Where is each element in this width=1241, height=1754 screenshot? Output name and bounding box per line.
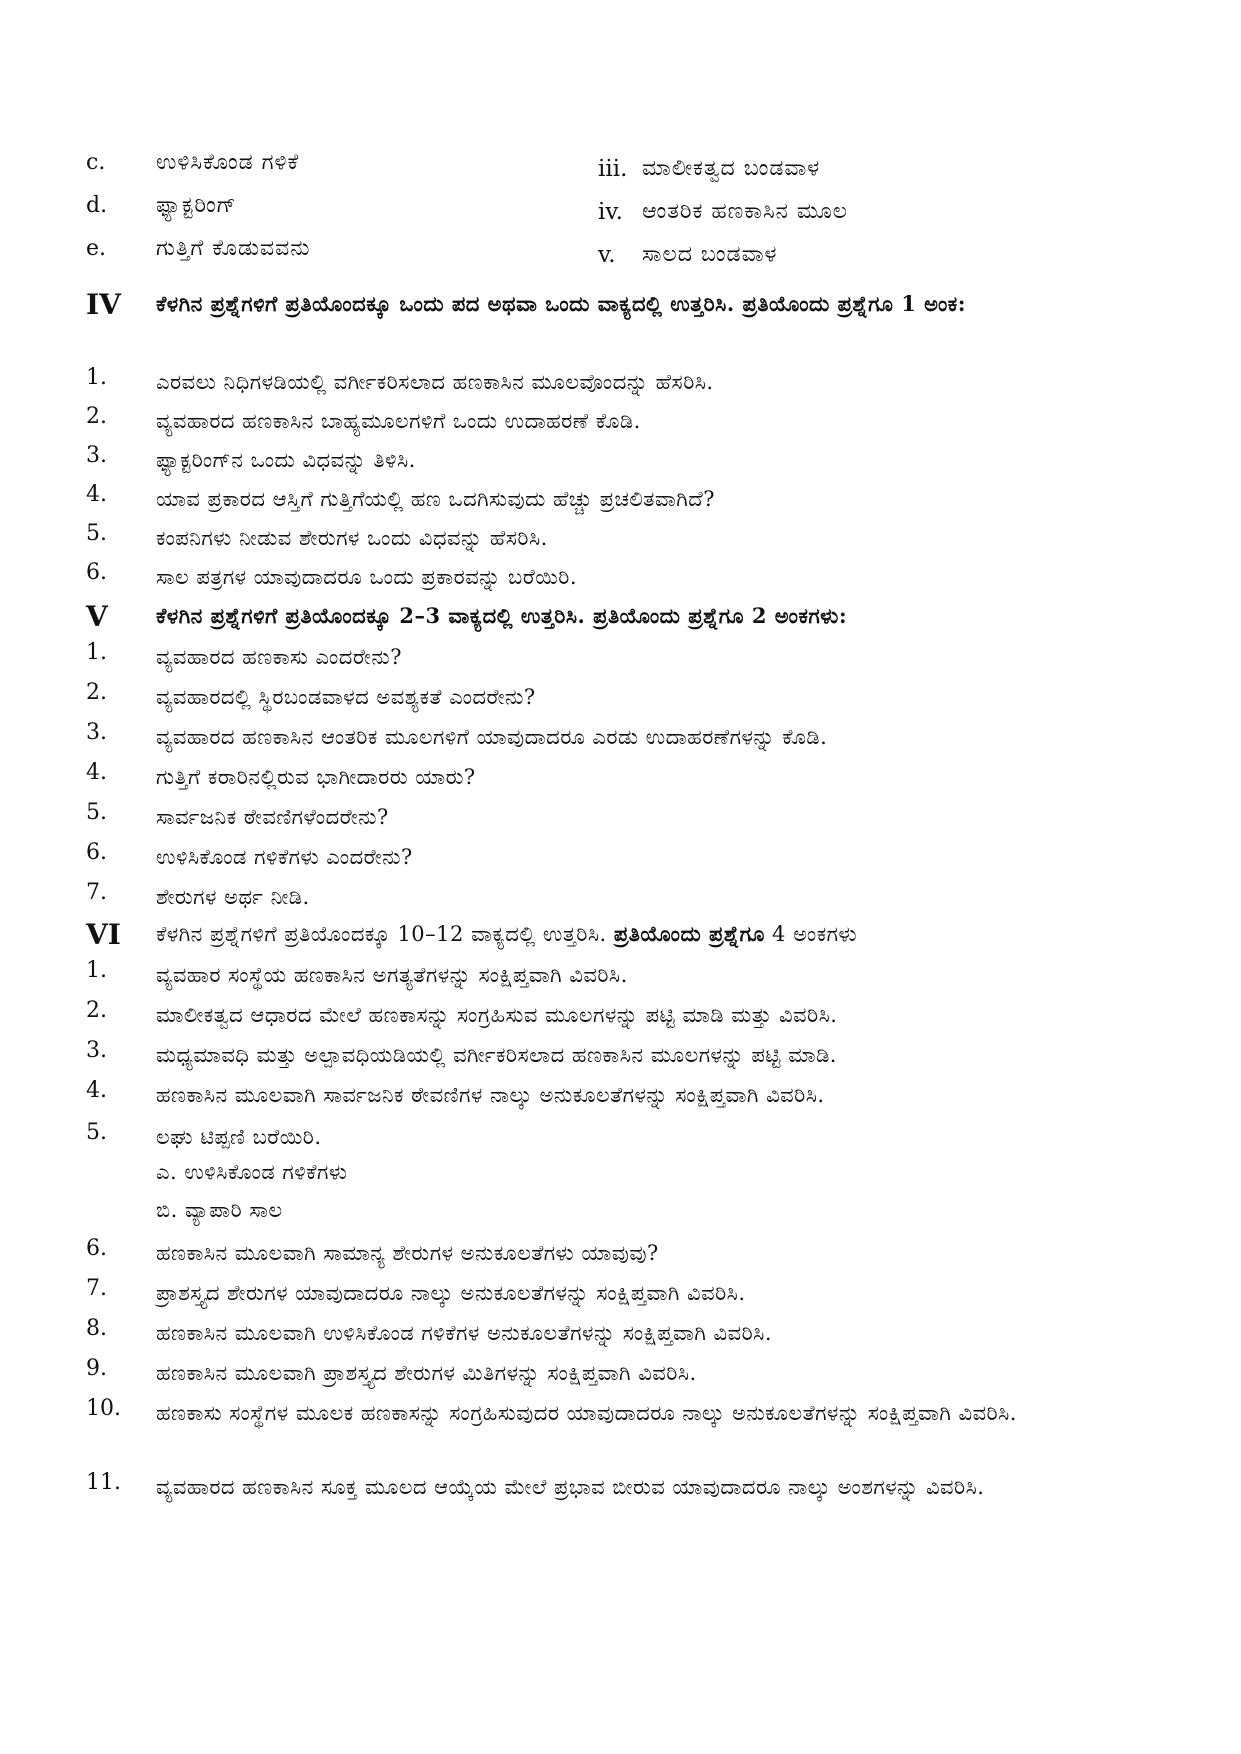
match-left-label: c. bbox=[86, 150, 106, 175]
section-roman-numeral: VI bbox=[86, 918, 121, 951]
question-text: ಹಣಕಾಸಿನ ಮೂಲವಾಗಿ ಸಾಮಾನ್ಯ ಶೇರುಗಳ ಅನುಕೂಲತೆಗಳು ಯಾವುವು? bbox=[156, 1241, 659, 1265]
match-row bbox=[86, 193, 1146, 235]
section-instruction-part: ಕೆಳಗಿನ ಪ್ರಶ್ನೆಗಳಿಗೆ ಪ್ರತಿಯೊಂದಕ್ಕೂ 10–12 ವಾಕ್ಯದಲ್ಲಿ ಉತ್ತರಿಸಿ. bbox=[156, 922, 607, 946]
question-number: 5. bbox=[86, 1120, 107, 1145]
question-text: ವ್ಯವಹಾರದಲ್ಲಿ ಸ್ಥಿರಬಂಡವಾಳದ ಅವಶ್ಯಕತೆ ಎಂದರೇನು? bbox=[156, 685, 536, 709]
section-instruction-bold-part: ಪ್ರತಿಯೊಂದು ಪ್ರಶ್ನೆಗೂ bbox=[613, 921, 765, 946]
match-row bbox=[86, 236, 1146, 278]
question-number: 9. bbox=[86, 1356, 107, 1381]
match-left-label: e. bbox=[86, 236, 107, 261]
short-note-sub-item: ಬಿ. ವ್ಯಾಪಾರಿ ಸಾಲ bbox=[156, 1198, 283, 1222]
question-number: 6. bbox=[86, 840, 107, 865]
question-number: 3. bbox=[86, 720, 107, 745]
question-number: 5. bbox=[86, 800, 107, 825]
question-number: 4. bbox=[86, 1078, 107, 1103]
question-number: 11. bbox=[86, 1470, 121, 1495]
question-number: 6. bbox=[86, 560, 107, 585]
question-text: ಹಣಕಾಸು ಸಂಸ್ಥೆಗಳ ಮೂಲಕ ಹಣಕಾಸನ್ನು ಸಂಗ್ರಹಿಸುವುದರ ಯಾವುದಾದರೂ ನಾಲ್ಕು ಅನುಕೂಲತೆಗಳನ್ನು ಸಂಕ್ಷಿಪ್ತವಾಗಿ ವಿವರಿಸಿ. bbox=[156, 1401, 1017, 1425]
question-number: 4. bbox=[86, 482, 107, 507]
question-text: ವ್ಯವಹಾರದ ಹಣಕಾಸಿನ ಆಂತರಿಕ ಮೂಲಗಳಿಗೆ ಯಾವುದಾದರೂ ಎರಡು ಉದಾಹರಣೆಗಳನ್ನು ಕೊಡಿ. bbox=[156, 725, 828, 749]
match-left-text: ಗುತ್ತಿಗೆ ಕೊಡುವವನು bbox=[156, 236, 311, 261]
question-text: ಫ್ಯಾಕ್ಟರಿಂಗ್‌ನ ಒಂದು ವಿಧವನ್ನು ತಿಳಿಸಿ. bbox=[156, 448, 416, 472]
match-left-label: d. bbox=[86, 193, 108, 218]
section-roman-numeral: IV bbox=[86, 288, 121, 321]
question-text: ಸಾರ್ವಜನಿಕ ಠೇವಣಿಗಳೆಂದರೇನು? bbox=[156, 805, 389, 829]
question-text: ವ್ಯವಹಾರದ ಹಣಕಾಸು ಎಂದರೇನು? bbox=[156, 645, 402, 669]
match-left-text: ಉಳಿಸಿಕೊಂಡ ಗಳಿಕೆ bbox=[156, 150, 300, 175]
short-note-sub-item: ಎ. ಉಳಿಸಿಕೊಂಡ ಗಳಿಕೆಗಳು bbox=[156, 1160, 348, 1184]
section-instruction: ಕೆಳಗಿನ ಪ್ರಶ್ನೆಗಳಿಗೆ ಪ್ರತಿಯೊಂದಕ್ಕೂ 2–3 ವಾಕ್ಯದಲ್ಲಿ ಉತ್ತರಿಸಿ. ಪ್ರತಿಯೊಂದು ಪ್ರಶ್ನೆಗೂ 2 ಅಂಕಗಳು: bbox=[156, 603, 848, 628]
match-right-label: iv. bbox=[598, 199, 623, 225]
question-text: ಹಣಕಾಸಿನ ಮೂಲವಾಗಿ ಸಾರ್ವಜನಿಕ ಠೇವಣಿಗಳ ನಾಲ್ಕು ಅನುಕೂಲತೆಗಳನ್ನು ಸಂಕ್ಷಿಪ್ತವಾಗಿ ವಿವರಿಸಿ. bbox=[156, 1083, 825, 1107]
question-number: 8. bbox=[86, 1316, 107, 1341]
question-number: 3. bbox=[86, 443, 107, 468]
match-right-text: ಸಾಲದ ಬಂಡವಾಳ bbox=[642, 242, 778, 267]
question-number: 7. bbox=[86, 880, 107, 905]
question-text: ಎರವಲು ನಿಧಿಗಳಡಿಯಲ್ಲಿ ವರ್ಗೀಕರಿಸಲಾದ ಹಣಕಾಸಿನ ಮೂಲವೊಂದನ್ನು ಹೆಸರಿಸಿ. bbox=[156, 370, 714, 394]
question-text: ಗುತ್ತಿಗೆ ಕರಾರಿನಲ್ಲಿರುವ ಭಾಗೀದಾರರು ಯಾರು? bbox=[156, 765, 476, 789]
section-instruction-marks: 4 ಅಂಕಗಳು bbox=[772, 922, 858, 946]
match-right-label: iii. bbox=[598, 156, 628, 182]
question-text: ಹಣಕಾಸಿನ ಮೂಲವಾಗಿ ಪ್ರಾಶಸ್ತ್ಯದ ಶೇರುಗಳ ಮಿತಿಗಳನ್ನು ಸಂಕ್ಷಿಪ್ತವಾಗಿ ವಿವರಿಸಿ. bbox=[156, 1361, 697, 1385]
question-text: ಪ್ರಾಶಸ್ತ್ಯದ ಶೇರುಗಳ ಯಾವುದಾದರೂ ನಾಲ್ಕು ಅನುಕೂಲತೆಗಳನ್ನು ಸಂಕ್ಷಿಪ್ತವಾಗಿ ವಿವರಿಸಿ. bbox=[156, 1281, 746, 1305]
question-text: ಮಾಲೀಕತ್ವದ ಆಧಾರದ ಮೇಲೆ ಹಣಕಾಸನ್ನು ಸಂಗ್ರಹಿಸುವ ಮೂಲಗಳನ್ನು ಪಟ್ಟಿ ಮಾಡಿ ಮತ್ತು ವಿವರಿಸಿ. bbox=[156, 1003, 838, 1027]
question-number: 2. bbox=[86, 998, 107, 1023]
section-instruction: ಕೆಳಗಿನ ಪ್ರಶ್ನೆಗಳಿಗೆ ಪ್ರತಿಯೊಂದಕ್ಕೂ ಒಂದು ಪದ ಅಥವಾ ಒಂದು ವಾಕ್ಯದಲ್ಲಿ ಉತ್ತರಿಸಿ. ಪ್ರತಿಯೊಂದು ಪ್ರಶ್ನೆಗೂ 1 ಅಂಕ: bbox=[156, 291, 966, 316]
question-text: ಶೇರುಗಳ ಅರ್ಥ ನೀಡಿ. bbox=[156, 885, 310, 909]
question-number: 7. bbox=[86, 1276, 107, 1301]
question-number: 1. bbox=[86, 365, 107, 390]
question-text: ಸಾಲ ಪತ್ರಗಳ ಯಾವುದಾದರೂ ಒಂದು ಪ್ರಕಾರವನ್ನು ಬರೆಯಿರಿ. bbox=[156, 565, 578, 589]
question-text: ಉಳಿಸಿಕೊಂಡ ಗಳಿಕೆಗಳು ಎಂದರೇನು? bbox=[156, 845, 413, 869]
question-number: 2. bbox=[86, 680, 107, 705]
question-text: ವ್ಯವಹಾರದ ಹಣಕಾಸಿನ ಸೂಕ್ತ ಮೂಲದ ಆಯ್ಕೆಯ ಮೇಲೆ ಪ್ರಭಾವ ಬೀರುವ ಯಾವುದಾದರೂ ನಾಲ್ಕು ಅಂಶಗಳನ್ನು ವಿವರಿಸಿ. bbox=[156, 1475, 985, 1499]
section-instruction bbox=[156, 918, 1156, 950]
question-text: ಲಘು ಟಿಪ್ಪಣಿ ಬರೆಯಿರಿ. bbox=[156, 1125, 322, 1149]
question-text: ಯಾವ ಪ್ರಕಾರದ ಆಸ್ತಿಗೆ ಗುತ್ತಿಗೆಯಲ್ಲಿ ಹಣ ಒದಗಿಸುವುದು ಹೆಚ್ಚು ಪ್ರಚಲಿತವಾಗಿದೆ? bbox=[156, 487, 715, 511]
section-roman-numeral: V bbox=[86, 600, 108, 633]
question-number: 2. bbox=[86, 404, 107, 429]
match-right-text: ಮಾಲೀಕತ್ವದ ಬಂಡವಾಳ bbox=[642, 156, 821, 181]
question-text: ಹಣಕಾಸಿನ ಮೂಲವಾಗಿ ಉಳಿಸಿಕೊಂಡ ಗಳಿಕೆಗಳ ಅನುಕೂಲತೆಗಳನ್ನು ಸಂಕ್ಷಿಪ್ತವಾಗಿ ವಿವರಿಸಿ. bbox=[156, 1321, 772, 1345]
question-number: 10. bbox=[86, 1396, 121, 1421]
question-number: 3. bbox=[86, 1038, 107, 1063]
question-text: ಮಧ್ಯಮಾವಧಿ ಮತ್ತು ಅಲ್ಪಾವಧಿಯಡಿಯಲ್ಲಿ ವರ್ಗೀಕರಿಸಲಾದ ಹಣಕಾಸಿನ ಮೂಲಗಳನ್ನು ಪಟ್ಟಿ ಮಾಡಿ. bbox=[156, 1043, 837, 1067]
question-number: 4. bbox=[86, 760, 107, 785]
question-text: ವ್ಯವಹಾರ ಸಂಸ್ಥೆಯ ಹಣಕಾಸಿನ ಅಗತ್ಯತೆಗಳನ್ನು ಸಂಕ್ಷಿಪ್ತವಾಗಿ ವಿವರಿಸಿ. bbox=[156, 963, 628, 987]
question-text: ವ್ಯವಹಾರದ ಹಣಕಾಸಿನ ಬಾಹ್ಯಮೂಲಗಳಿಗೆ ಒಂದು ಉದಾಹರಣೆ ಕೊಡಿ. bbox=[156, 409, 641, 433]
question-number: 1. bbox=[86, 958, 107, 983]
match-right-label: v. bbox=[598, 242, 616, 268]
question-text: ಕಂಪನಿಗಳು ನೀಡುವ ಶೇರುಗಳ ಒಂದು ವಿಧವನ್ನು ಹೆಸರಿಸಿ. bbox=[156, 526, 548, 550]
match-row bbox=[86, 150, 1146, 192]
match-left-text: ಫ್ಯಾಕ್ಟರಿಂಗ್ bbox=[156, 193, 237, 218]
question-number: 1. bbox=[86, 640, 107, 665]
match-right-text: ಆಂತರಿಕ ಹಣಕಾಸಿನ ಮೂಲ bbox=[642, 199, 849, 224]
question-number: 6. bbox=[86, 1236, 107, 1261]
question-number: 5. bbox=[86, 521, 107, 546]
